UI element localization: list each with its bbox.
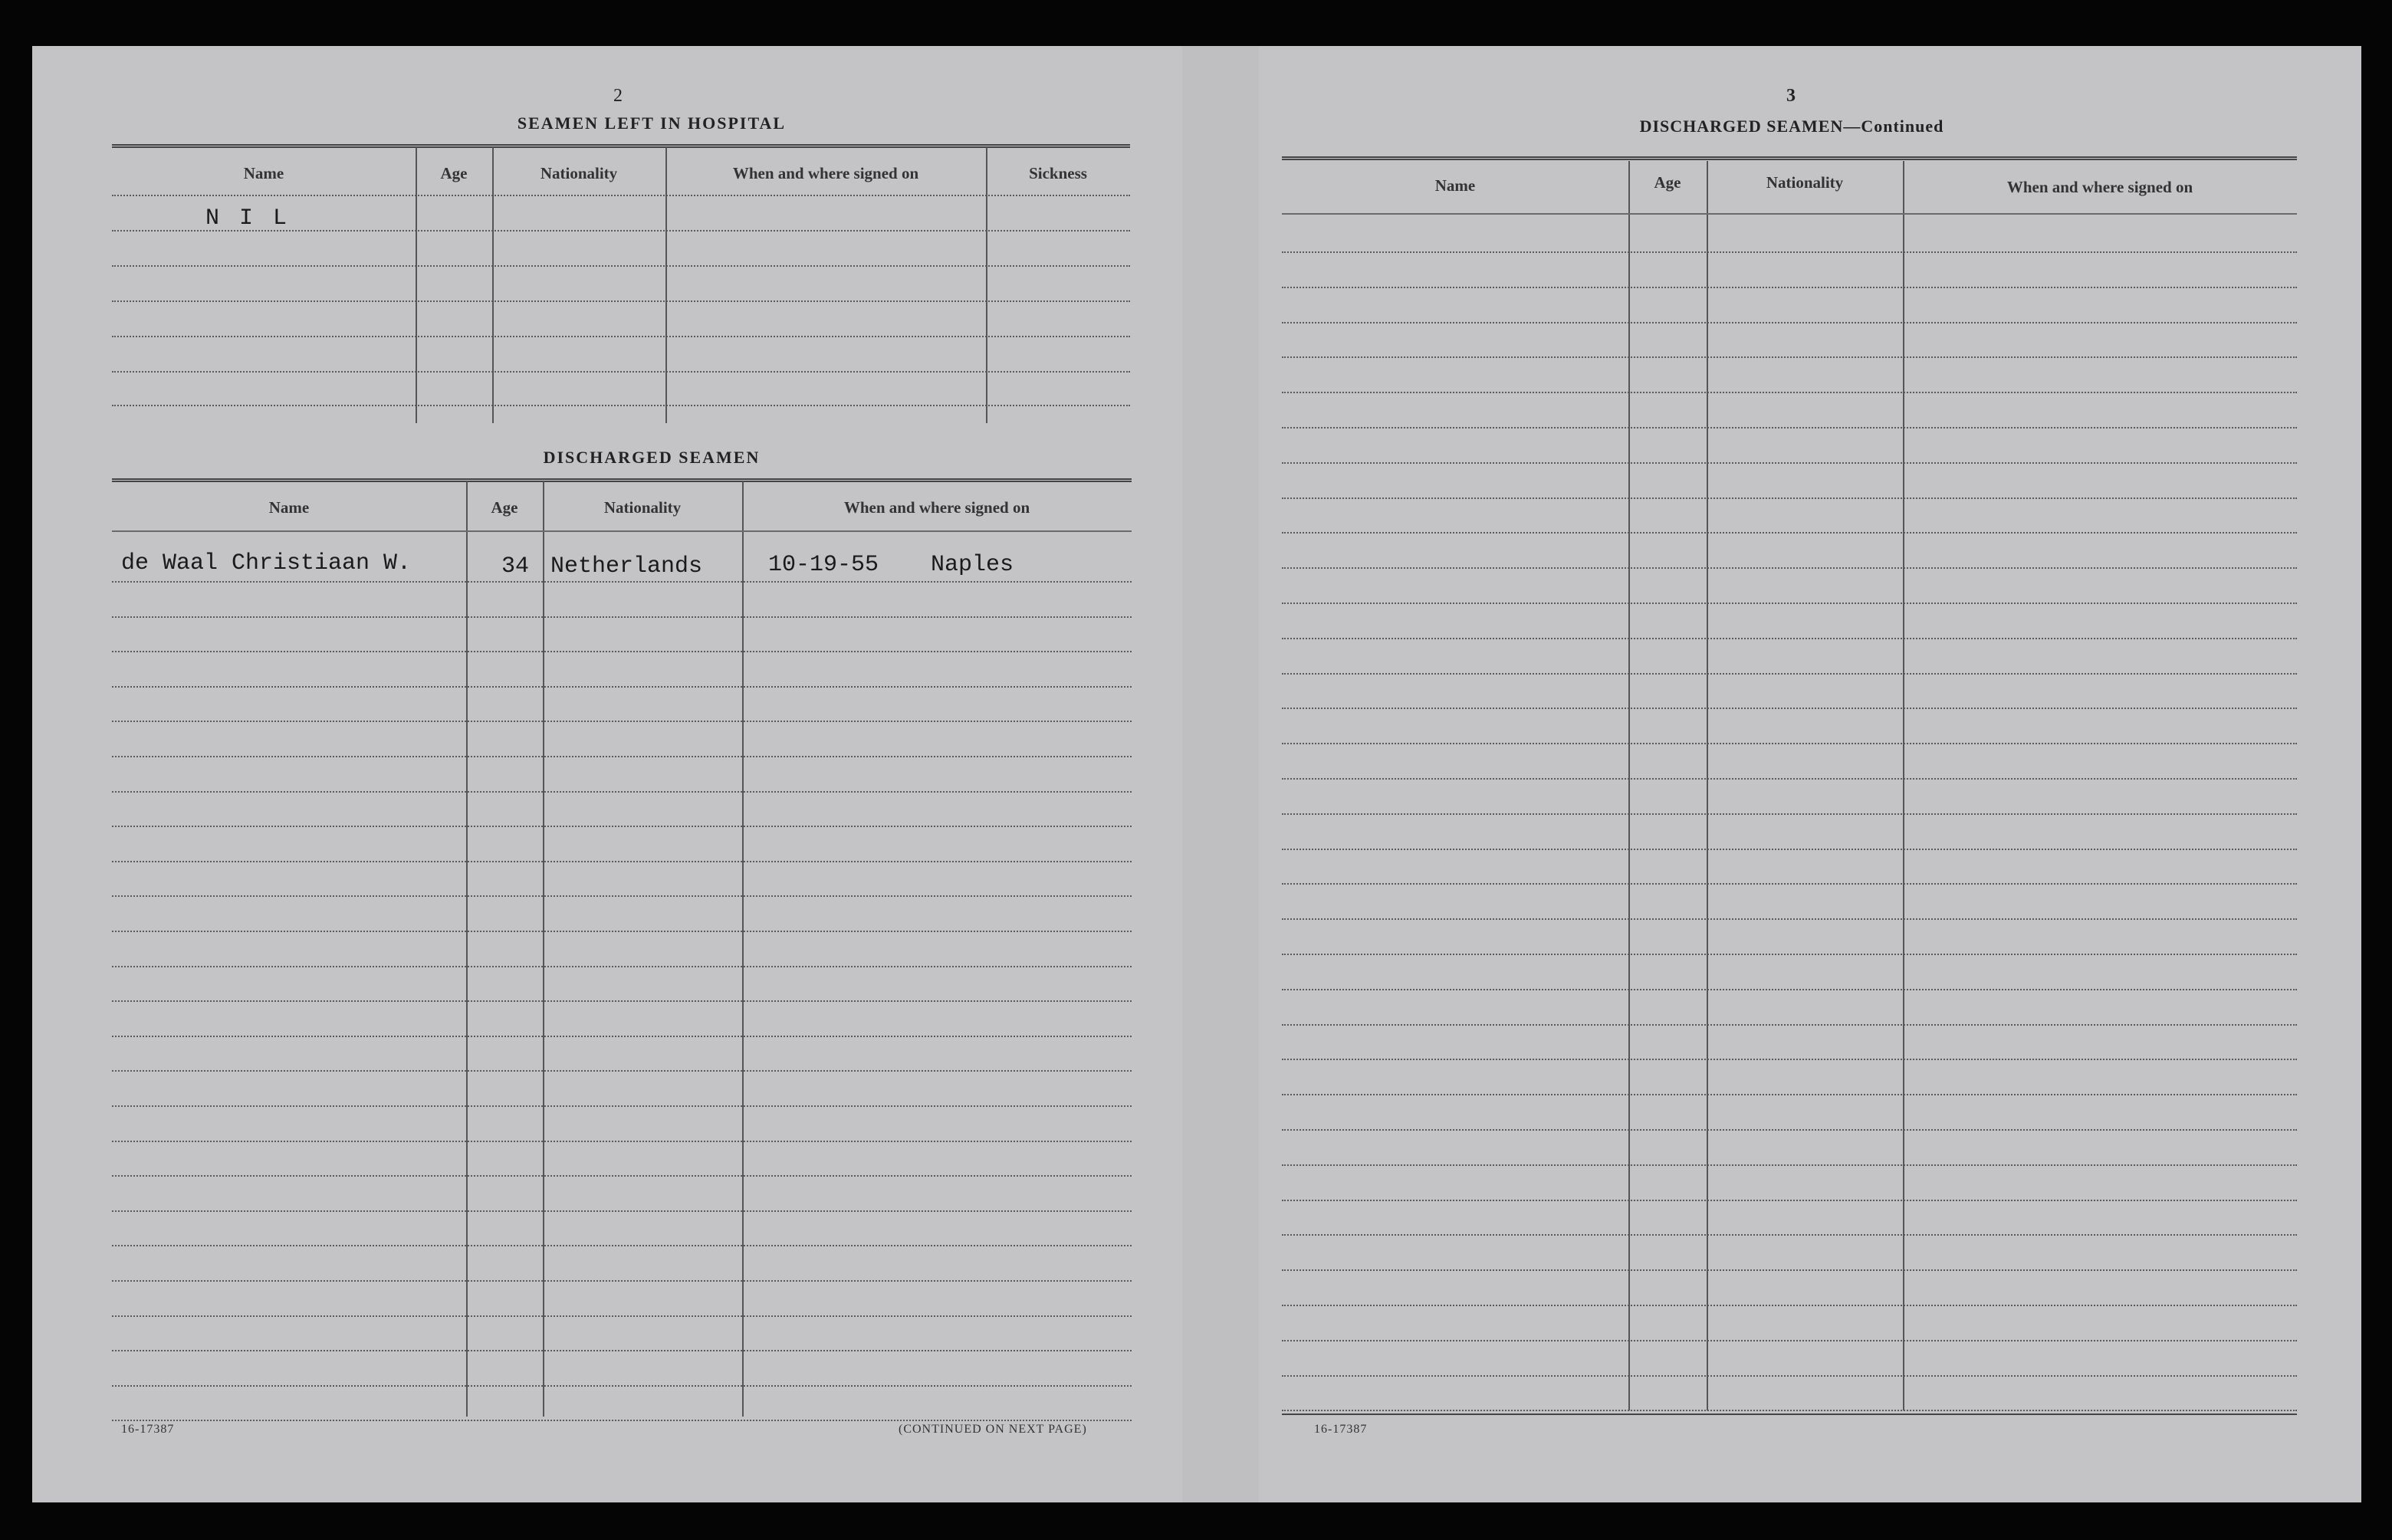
- ruled-line: [1282, 287, 2297, 288]
- ruled-line: [1282, 673, 2297, 675]
- discharged-table: [112, 478, 1132, 1460]
- ruled-line: [112, 791, 1132, 793]
- ruled-line: [112, 1420, 1132, 1421]
- seaman-age: 34: [501, 553, 530, 580]
- ruled-line: [112, 931, 1132, 932]
- col-header-signed-on: When and where signed on: [732, 164, 919, 182]
- ruled-line: [112, 826, 1132, 827]
- col-header-name: Name: [268, 498, 310, 517]
- ruled-line: [1282, 778, 2297, 780]
- ruled-line: [1282, 322, 2297, 323]
- ruled-line: [112, 1105, 1132, 1107]
- hospital-section-title: SEAMEN LEFT IN HOSPITAL: [517, 113, 787, 133]
- ruled-line: [1282, 813, 2297, 815]
- col-header-nationality: Nationality: [603, 498, 682, 517]
- ruled-line: [1282, 849, 2297, 850]
- ruled-line: [112, 1245, 1132, 1246]
- col-header-signed-on: When and where signed on: [2006, 178, 2193, 196]
- form-number: 16-17387: [1314, 1423, 1368, 1436]
- ruled-line: [112, 581, 1132, 583]
- ruled-line: [112, 1385, 1132, 1387]
- ruled-line: [1282, 532, 2297, 534]
- seaman-name: de Waal Christiaan W.: [121, 550, 412, 576]
- ruled-line: [112, 1315, 1132, 1317]
- ruled-line: [112, 1280, 1132, 1282]
- ruled-line: [1282, 603, 2297, 604]
- ruled-line: [1282, 567, 2297, 569]
- seaman-signed-place: Naples: [931, 552, 1014, 578]
- hospital-table: [112, 144, 1130, 481]
- ruled-line: [1282, 954, 2297, 955]
- left-page: [32, 46, 1182, 1502]
- ruled-line: [1282, 497, 2297, 499]
- ruled-line: [112, 1070, 1132, 1072]
- seaman-nationality: Netherlands: [550, 553, 703, 580]
- col-header-sickness: Sickness: [1029, 164, 1087, 182]
- col-header-name: Name: [1434, 176, 1476, 195]
- ruled-line: [112, 1036, 1132, 1037]
- page-gutter: [1182, 46, 1259, 1502]
- ruled-line: [112, 721, 1132, 722]
- ruled-line: [1282, 1305, 2297, 1306]
- ruled-line: [112, 1141, 1132, 1142]
- ruled-line: [1282, 989, 2297, 990]
- ruled-line: [1282, 427, 2297, 429]
- ruled-line: [1282, 1200, 2297, 1201]
- col-header-nationality: Nationality: [540, 164, 618, 182]
- seaman-signed-date: 10-19-55: [768, 552, 879, 578]
- col-header-signed-on: When and where signed on: [843, 498, 1030, 517]
- ruled-line: [1282, 1094, 2297, 1095]
- ruled-line: [1282, 392, 2297, 393]
- ruled-line: [112, 616, 1132, 618]
- ruled-line: [112, 1175, 1132, 1177]
- ruled-line: [1282, 1059, 2297, 1060]
- hospital-entry: N I L: [205, 205, 291, 231]
- ruled-line: [1282, 883, 2297, 885]
- ruled-line: [1282, 743, 2297, 744]
- ruled-line: [112, 966, 1132, 967]
- ruled-line: [1282, 918, 2297, 920]
- ruled-line: [112, 895, 1132, 897]
- page-number: 3: [1786, 86, 1796, 106]
- ruled-line: [1282, 1410, 2297, 1411]
- col-header-name: Name: [243, 164, 284, 182]
- ruled-line: [112, 651, 1132, 652]
- ruled-line: [1282, 1024, 2297, 1026]
- ruled-line: [112, 1210, 1132, 1212]
- ruled-line: [1282, 1129, 2297, 1131]
- ruled-line: [1282, 1269, 2297, 1271]
- discharged-continued-title: DISCHARGED SEAMEN—Continued: [1639, 117, 1944, 136]
- ruled-line: [1282, 638, 2297, 639]
- form-number: 16-17387: [121, 1423, 175, 1436]
- col-header-nationality: Nationality: [1766, 173, 1844, 192]
- ruled-line: [1282, 462, 2297, 464]
- right-page: [1259, 46, 2361, 1502]
- ruled-line: [112, 756, 1132, 757]
- discharged-continued-table: [1282, 156, 2297, 1460]
- ruled-line: [1282, 1375, 2297, 1377]
- ruled-line: [1282, 356, 2297, 358]
- ruled-line: [112, 686, 1132, 688]
- scanned-document: [32, 46, 2361, 1502]
- ruled-line: [112, 1350, 1132, 1351]
- ruled-line: [1282, 1164, 2297, 1166]
- continued-note: (CONTINUED ON NEXT PAGE): [899, 1423, 1087, 1436]
- ruled-line: [1282, 251, 2297, 253]
- col-header-age: Age: [491, 498, 518, 517]
- ruled-line: [1282, 1340, 2297, 1341]
- page-number: 2: [613, 86, 623, 106]
- ruled-line: [112, 861, 1132, 862]
- discharged-section-title: DISCHARGED SEAMEN: [543, 448, 761, 467]
- ruled-line: [1282, 708, 2297, 709]
- col-header-age: Age: [440, 164, 468, 182]
- ruled-line: [1282, 1234, 2297, 1236]
- col-header-age: Age: [1654, 173, 1681, 192]
- ruled-line: [112, 1000, 1132, 1002]
